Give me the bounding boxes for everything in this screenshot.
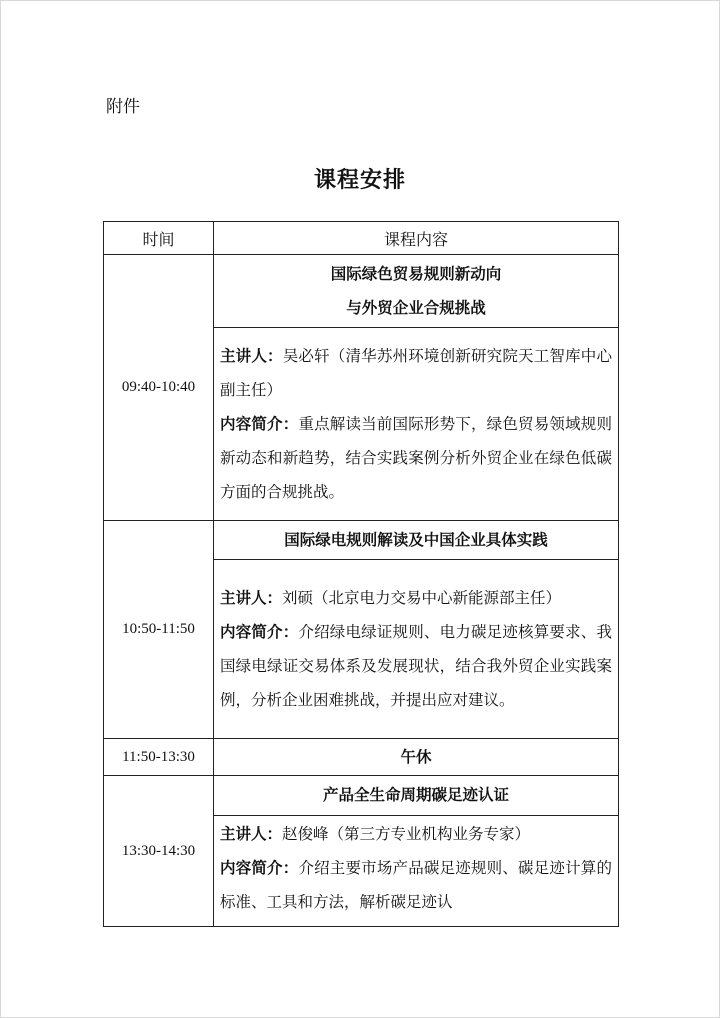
header-content: 课程内容 bbox=[214, 222, 619, 255]
session-time: 09:40-10:40 bbox=[104, 255, 214, 521]
session-topic bbox=[214, 776, 619, 816]
speaker-label: 主讲人： bbox=[220, 823, 283, 843]
topic-line: 国际绿电规则解读及中国企业具体实践 bbox=[284, 530, 548, 549]
intro-label: 内容简介： bbox=[220, 414, 299, 433]
intro-line bbox=[214, 615, 618, 717]
attachment-label: 附件 bbox=[106, 97, 140, 117]
speaker-name: 赵俊峰（第三方专业机构业务专家） bbox=[282, 824, 531, 843]
table-row bbox=[104, 521, 619, 560]
intro-text: 介绍绿电绿证规则、电力碳足迹核算要求、我国绿电绿证交易体系及发展现状，结合我外贸企业实践案例，分析企业困难挑战，并提出应对建议。 bbox=[220, 623, 612, 709]
speaker-label: 主讲人： bbox=[220, 588, 283, 607]
session-detail bbox=[214, 560, 619, 739]
schedule-table bbox=[103, 221, 619, 927]
page-title: 课程安排 bbox=[313, 167, 406, 193]
header-time: 时间 bbox=[104, 222, 214, 255]
speaker-line bbox=[214, 817, 618, 851]
topic-line: 国际绿色贸易规则新动向 bbox=[330, 264, 502, 283]
session-detail bbox=[214, 328, 619, 521]
speaker-name: 吴必轩（清华苏州环境创新研究院天工智库中心副主任） bbox=[220, 347, 612, 399]
session-topic bbox=[214, 255, 619, 328]
session-topic bbox=[214, 739, 619, 776]
session-topic bbox=[214, 521, 619, 560]
intro-label: 内容简介： bbox=[220, 857, 299, 877]
table-row bbox=[104, 255, 619, 328]
intro-label: 内容简介： bbox=[220, 622, 299, 641]
session-detail bbox=[214, 815, 619, 926]
speaker-label: 主讲人： bbox=[220, 346, 283, 365]
session-time: 11:50-13:30 bbox=[104, 739, 214, 776]
speaker-line bbox=[214, 581, 618, 615]
detail-clip bbox=[214, 817, 618, 925]
speaker-name: 刘硕（北京电力交易中心新能源部主任） bbox=[282, 589, 562, 607]
topic-line: 午休 bbox=[400, 747, 432, 766]
table-row bbox=[104, 739, 619, 776]
session-time: 10:50-11:50 bbox=[104, 521, 214, 739]
topic-line: 产品全生命周期碳足迹认证 bbox=[322, 785, 509, 805]
intro-line bbox=[214, 851, 618, 919]
session-time: 13:30-14:30 bbox=[104, 776, 214, 927]
table-header-row bbox=[104, 222, 619, 255]
intro-line bbox=[214, 407, 618, 509]
speaker-line bbox=[214, 339, 618, 407]
table-row bbox=[104, 776, 619, 816]
intro-text: 重点解读当前国际形势下，绿色贸易领域规则新动态和新趋势，结合实践案例分析外贸企业在绿色低碳方面的合规挑战。 bbox=[220, 415, 612, 501]
intro-text: 介绍主要市场产品碳足迹规则、碳足迹计算的标准、工具和方法，解析碳足迹认 bbox=[220, 858, 612, 911]
topic-line: 与外贸企业合规挑战 bbox=[346, 298, 486, 317]
